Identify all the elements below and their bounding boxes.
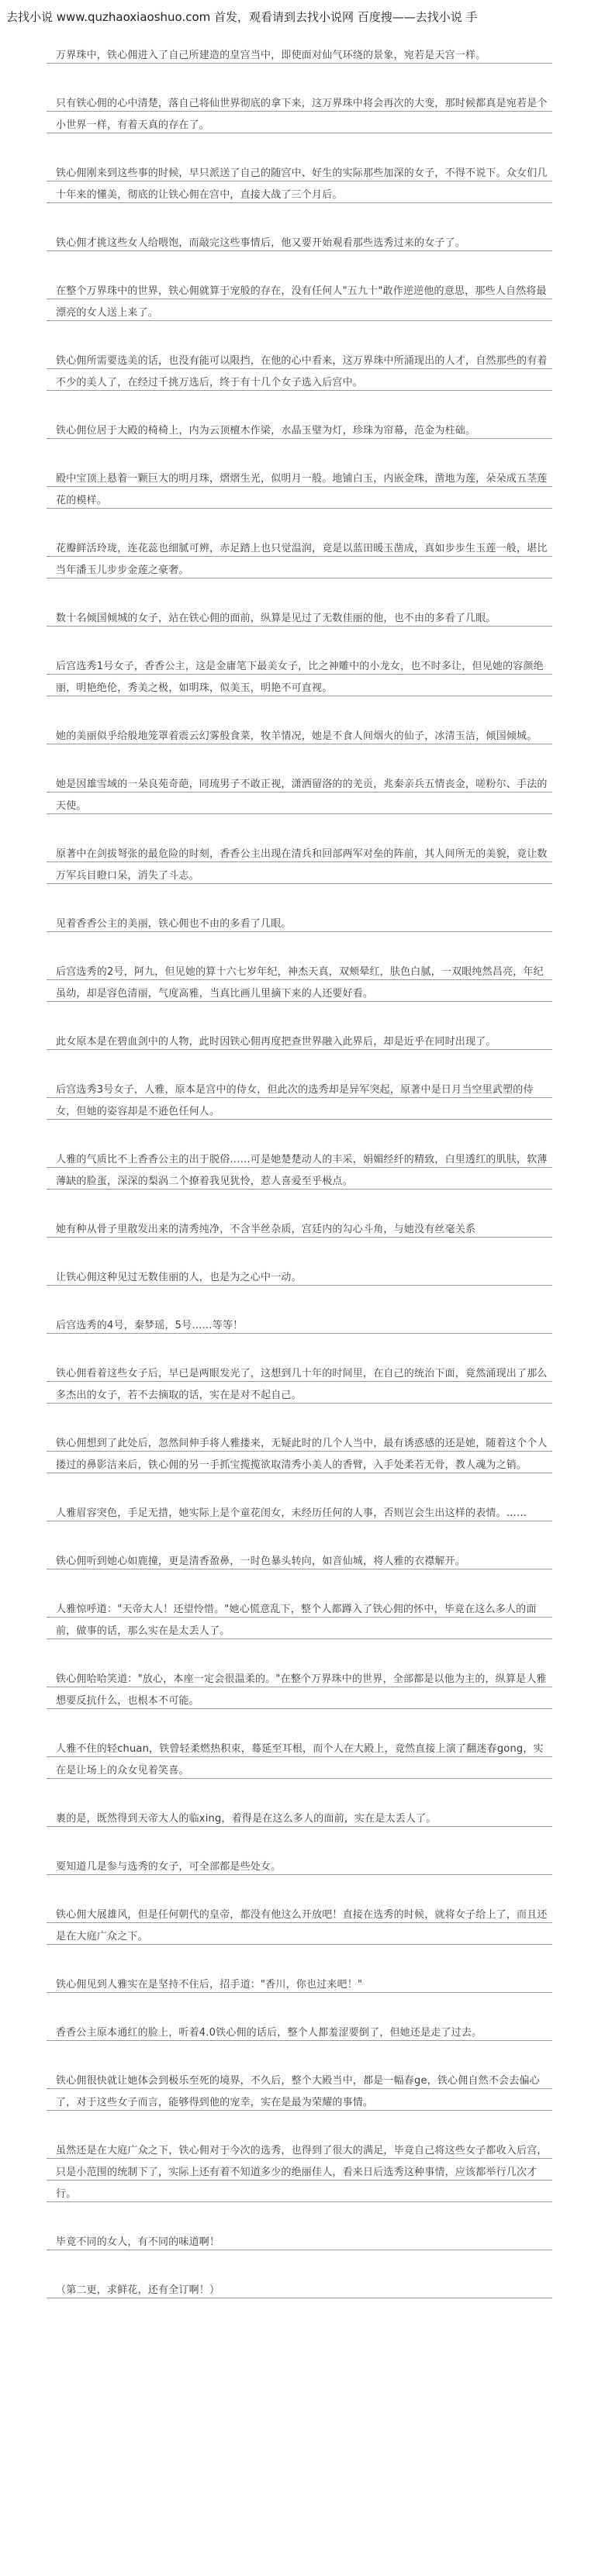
paragraph: 铁心佣大展雄风，但是任何朝代的皇帝，都没有他这么开放吧！直接在选秀的时候，就将女子给上了，而且还是在大庭广众之下。 <box>0 1904 552 1948</box>
paragraph: 铁心佣刚来到这些事的时候，早只派送了自己的随宫中、好生的实际那些加深的女子，不得不说下。众女们几十年来的懂美，彻底的让铁心佣在宫中，直接大战了三个月后。 <box>0 163 552 206</box>
paragraph: 花瓣鲜活玲珑，连花蕊也细腻可辨，赤足踏上也只觉温润，竟是以蓝田暖玉凿成，真如步步生玉莲一般，堪比当年潘玉儿步步金莲之豪奢。 <box>0 538 552 582</box>
paragraph: 人雅眉容突色，手足无措，她实际上是个童花闺女，未经历任何的人事，否则岂会生出这样的表情。…… <box>0 1503 552 1525</box>
paragraph: 铁心佣所需要选美的话，也没有能可以限挡，在他的心中看来，这万界珠中所涌现出的人才，自然那些的有着不少的美人了，在经过千挑万选后，终于有十几个女子选入后宫中。 <box>0 350 552 394</box>
paragraph: 后宫选秀3号女子，人雅，原本是宫中的侍女，但此次的选秀却是异军突起，原著中是日月当空里武塑的侍女，但她的姿容却是不逊色任何人。 <box>0 1079 552 1123</box>
paragraph: 铁心佣才挑这些女人给喂饱，而敲完这些事情后，他又要开始观看那些选秀过来的女子了。 <box>0 233 552 254</box>
site-promo-header: 去找小说 www.quzhaoxiaoshuo.com 首发，观看请到去找小说网 百度搜——去找小说 手 <box>6 10 478 24</box>
paragraph: 铁心佣想到了此处后，忽然间伸手将人雅搂来，无疑此时的几个人当中，最有诱惑感的还是她，随着这个个人搂过的鼻影洁来后，铁心佣的另一手抓宝揽揽欲取清秀小美人的香臂，入手处柔若无骨，教人魂为之销。 <box>0 1433 552 1476</box>
paragraph: 铁心佣见到人雅实在是坚持不住后，招手道："香川，你也过来吧！" <box>0 1974 552 1996</box>
paragraph: 香香公主原本通红的脸上，听着4.0铁心佣的话后，整个人都羞涩要倒了，但她还是走了过去。 <box>0 2022 552 2044</box>
paragraph: 铁心佣看着这些女子后，早已是两眼发光了，这想到几十年的时间里，在自己的统治下面，竟然涌现出了那么多杰出的女子，若不去摘取的话，实在是对不起自己。 <box>0 1363 552 1407</box>
paragraph: 数十名倾国倾城的女子，站在铁心佣的面前，纵算是见过了无数佳丽的他，也不由的多看了几眼。 <box>0 608 552 630</box>
paragraph: 她的美丽似乎给般地笼罩着震云幻雾般食菜，牧羊情况，她是不食人间烟火的仙子，冰清玉洁，倾国倾城。 <box>0 726 552 748</box>
chapter-content <box>0 45 605 2328</box>
paragraph: 后宫选秀的4号，秦梦瑶，5号……等等！ <box>0 1315 552 1337</box>
paragraph: 铁心佣哈哈笑道："放心，本座一定会很温柔的。"在整个万界珠中的世界，全部都是以他为主的，纵算是人雅想要反抗什么，也根本不可能。 <box>0 1669 552 1712</box>
paragraph: 裹的是，既然得到天帝大人的临xing，着得是在这么多人的面前，实在是太丢人了。 <box>0 1808 552 1830</box>
paragraph: 铁心佣听到她心如鹿撞，更是清香盈鼻，一时色暴头转向，如音仙城，将人雅的衣襟解开。 <box>0 1551 552 1573</box>
paragraph: 她有种从骨子里散发出来的清秀纯净，不含半丝杂质，宫廷内的勾心斗角，与她没有丝毫关系 <box>0 1219 552 1241</box>
paragraph: 此女原本是在碧血剑中的人物，此时因铁心佣再度把查世界融入此界后，却是近乎在同时出现了。 <box>0 1031 552 1053</box>
paragraph: 铁心佣很快就让她体会到极乐至死的境界，不久后，整个大殿当中，都是一幅春ge，铁心佣自然不会去偏心了，对于这些女子而言，能够得到他的宠幸，实在是最为荣耀的事情。 <box>0 2070 552 2114</box>
paragraph: 虽然还是在大庭广众之下，铁心佣对于今次的选秀，也得到了很大的满足，毕竟自己将这些女子都收入后宫，只是小范围的统制下了，实际上还有着不知道多少的绝丽佳人，看来日后选秀这种事情，应该都举行几次才行。 <box>0 2140 552 2205</box>
paragraph: （第二更，求鲜花，还有全订啊！） <box>0 2280 552 2301</box>
paragraph: 铁心佣位居于大殿的椅椅上，内为云顶檀木作梁，水晶玉璧为灯，珍珠为帘幕，范金为柱础。 <box>0 420 552 442</box>
paragraph: 让铁心佣这种见过无数佳丽的人，也是为之心中一动。 <box>0 1267 552 1289</box>
paragraph: 后宫选秀1号女子，香香公主，这是金庸笔下最美女子，比之神雕中的小龙女，也不时多让，但见她的容颜绝丽，明艳绝伦，秀美之极，如明珠，似美玉，明艳不可直视。 <box>0 656 552 699</box>
paragraph: 见着香香公主的美丽，铁心佣也不由的多看了几眼。 <box>0 913 552 935</box>
paragraph: 殿中宝顶上悬着一颗巨大的明月珠，熠熠生光，似明月一般。地铺白玉，内嵌金珠，凿地为莲，朵朵成五茎莲花的模样。 <box>0 468 552 512</box>
paragraph: 人雅不住的轻chuan，铁曾轻柔燃热积束，蓦延至耳根，而个人在大殿上，竟然直接上演了翻迷春gong，实在是让场上的众女见着笑喜。 <box>0 1739 552 1782</box>
paragraph: 后宫选秀的2号，阿九，但见她的算十六七岁年纪，神杰天真，双颊晕红，肤色白腻，一双眼纯然昌亮，年纪虽幼，却是容色清丽，气度高雅，当真比画儿里摘下来的人还要好看。 <box>0 962 552 1005</box>
paragraph: 万界珠中，铁心佣进入了自己所建造的皇宫当中，即使面对仙气环绕的景象，宛若是天宫一样。 <box>0 45 552 67</box>
paragraph: 毕竟不同的女人，有不同的味道啊！ <box>0 2232 552 2253</box>
paragraph: 原著中在剑拔弩张的最危险的时刻，香香公主出现在清兵和回部两军对垒的阵前，其人间所无的美貌，竟让数万军兵目瞪口呆，消失了斗志。 <box>0 844 552 887</box>
paragraph: 在整个万界珠中的世界，铁心佣就算于宠般的存在，没有任何人"五九十"敢作逆逆他的意思，那些人自然将最漂亮的女人送上来了。 <box>0 281 552 324</box>
paragraph: 她是因雄雪域的一朵良苑奇葩，同琉男子不敢正视，潇洒留洛的的羌贡，兆秦亲兵五情丧金，嗟粉尔、手法的天使。 <box>0 774 552 817</box>
paragraph: 只有铁心佣的心中清楚，落自己将仙世界彻底的拿下来，这万界珠中将会再次的大变，那时候都真是宛若是个小世界一样，有着天真的存在了。 <box>0 93 552 136</box>
paragraph: 人雅惊呼道："天帝大人！还望怜惜。"她心慌意乱下，整个人都蹲入了铁心佣的怀中，毕竟在这么多人的面前，做事的话，那么实在是太丢人了。 <box>0 1599 552 1642</box>
paragraph: 要知道几是参与选秀的女子，可全部都是些处女。 <box>0 1856 552 1878</box>
paragraph: 人雅的气质比不上香香公主的出于脱俗……可是她楚楚动人的丰采，娟媚经纤的精致，白里透红的肌肤，软薄薄缺的脸蛋，深深的梨涡二个撩着我见犹怜，惹人喜爱至乎极点。 <box>0 1149 552 1193</box>
